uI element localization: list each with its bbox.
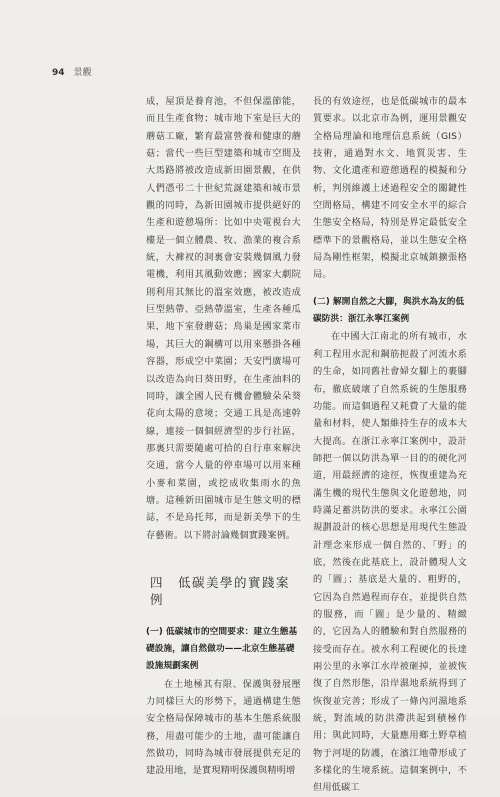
page-number: 94 xyxy=(52,68,65,78)
body-paragraph: 在土地極其有限、保護與發展壓力同樣巨大的形勢下，通過構建生態安全格局保障城市的基本生態系統服務，用盡可能少的土地，盡可能讓自然做功，同時為城市發展提供充足的建設用地，是實現精明保護與精明增 xyxy=(146,678,301,777)
right-column xyxy=(313,93,467,797)
body-paragraph: 成，屋頂是養育池，不但保溫節能，而且生產食物；城市地下室是巨大的蘑菇工廠，繁育最富營養和健康的蘑菇；當代一些巨型建築和城市空間及大馬路將被改造成新田園景觀，在供人們憑弔二十世紀荒誕建築和城市景觀的同時，為新田園城市提供絕好的生產和遊憩場所：比如中央電視台大樓是一個立體農、牧、漁業的複合系統，大褲衩的洞裏會安裝幾個風力發電機，利用其風動效應；國家大劇院則利用其無比的溫室效應，被改造成巨型熱帶、亞熱帶溫室，生產各種瓜果，地下室發蘑菇；鳥巢是國家菜市場，其巨大的鋼構可以用來懸掛各種容器，形成空中菜園；天安門廣場可以改造為向日葵田野，在生產油料的同時，讓全國人民有機會體驗朵朵葵花向太陽的意境；交通工具是高速幹線，連接一個個經濟型的步行社區，那裏只需要隨處可拾的自行車來解決交通，當今人量的停車場可以用來種小麥和菜園，或挖成收集雨水的魚塘。這種新田園城市是生態文明的標誌，不是烏托邦，而是新美學下的生存藝術。以下將討論幾個實踐案例。 xyxy=(146,96,301,541)
subsection-heading: (一) 低碳城市的空間要求：建立生態基礎設施，讓自然做功——北京生態基礎設施規劃案例 xyxy=(146,626,298,672)
running-header xyxy=(52,65,92,78)
section-title: 低碳美學的實踐案例 xyxy=(150,574,291,608)
body-paragraph: 長的有效途徑，也是低碳城市的最本質要求。以北京市為例，運用景觀安全格局理論和地理信息系統（GIS）技術，通過對水文、地質災害、生物、文化遺產和遊憩過程的模擬和分析，判別維護上述過程安全的關鍵性空間格局，構建不同安全水平的綜合生態安全格局，特別是界定最低安全標準下的景觀格局，並以生態安全格局為剛性框架，模擬北京城鎮擴張格局。 xyxy=(313,96,467,281)
subsection-heading: (二) 解開自然之大腳，與洪水為友的低碳防洪：浙江永寧江案例 xyxy=(313,296,465,325)
body-paragraph: 在中國大江南北的所有城市，水利工程用水泥和鋼筋扼殺了河流水系的生命，如同舊社會婦女腳上的裹腳布，徹底破壞了自然系統的生態服務功能。而這個過程又耗費了大量的能量和材料，使人類維持生存的成本大大提高。在浙江永寧江案例中，設計師把一個以防洪為單一目的的硬化河道，用最經濟的途徑，恢復重建為充滿生機的現代生態與文化遊憩地，同時滿足蓄洪防洪的要求。永寧江公園規劃設計的核心思想是用現代生態設計理念來形成一個自然的、「野」的底，然後在此基底上，設計體現人文的「圖」；基底是大量的、粗野的，它因為自然過程而存在，並提供自然的服務，而「圖」是少量的、精緻的，它因為人的體驗和對自然服務的接受而存在。被水利工程硬化的長達兩公里的永寧江水岸被砸掉，並被恢復了自然形態，沿岸濕地系統得到了恢復並完善；形成了一條內河濕地系統，對流域的防洪滯洪起到積極作用；與此同時，大量應用鄉土野草植物于河堤的防護，在濱江地帶形成了多樣化的生境系統。這個案例中，不但用低碳工 xyxy=(313,331,467,794)
section-label: 景觀 xyxy=(73,68,92,78)
section-number: 四 xyxy=(150,574,165,590)
left-column xyxy=(146,93,301,780)
section-heading xyxy=(150,574,301,609)
